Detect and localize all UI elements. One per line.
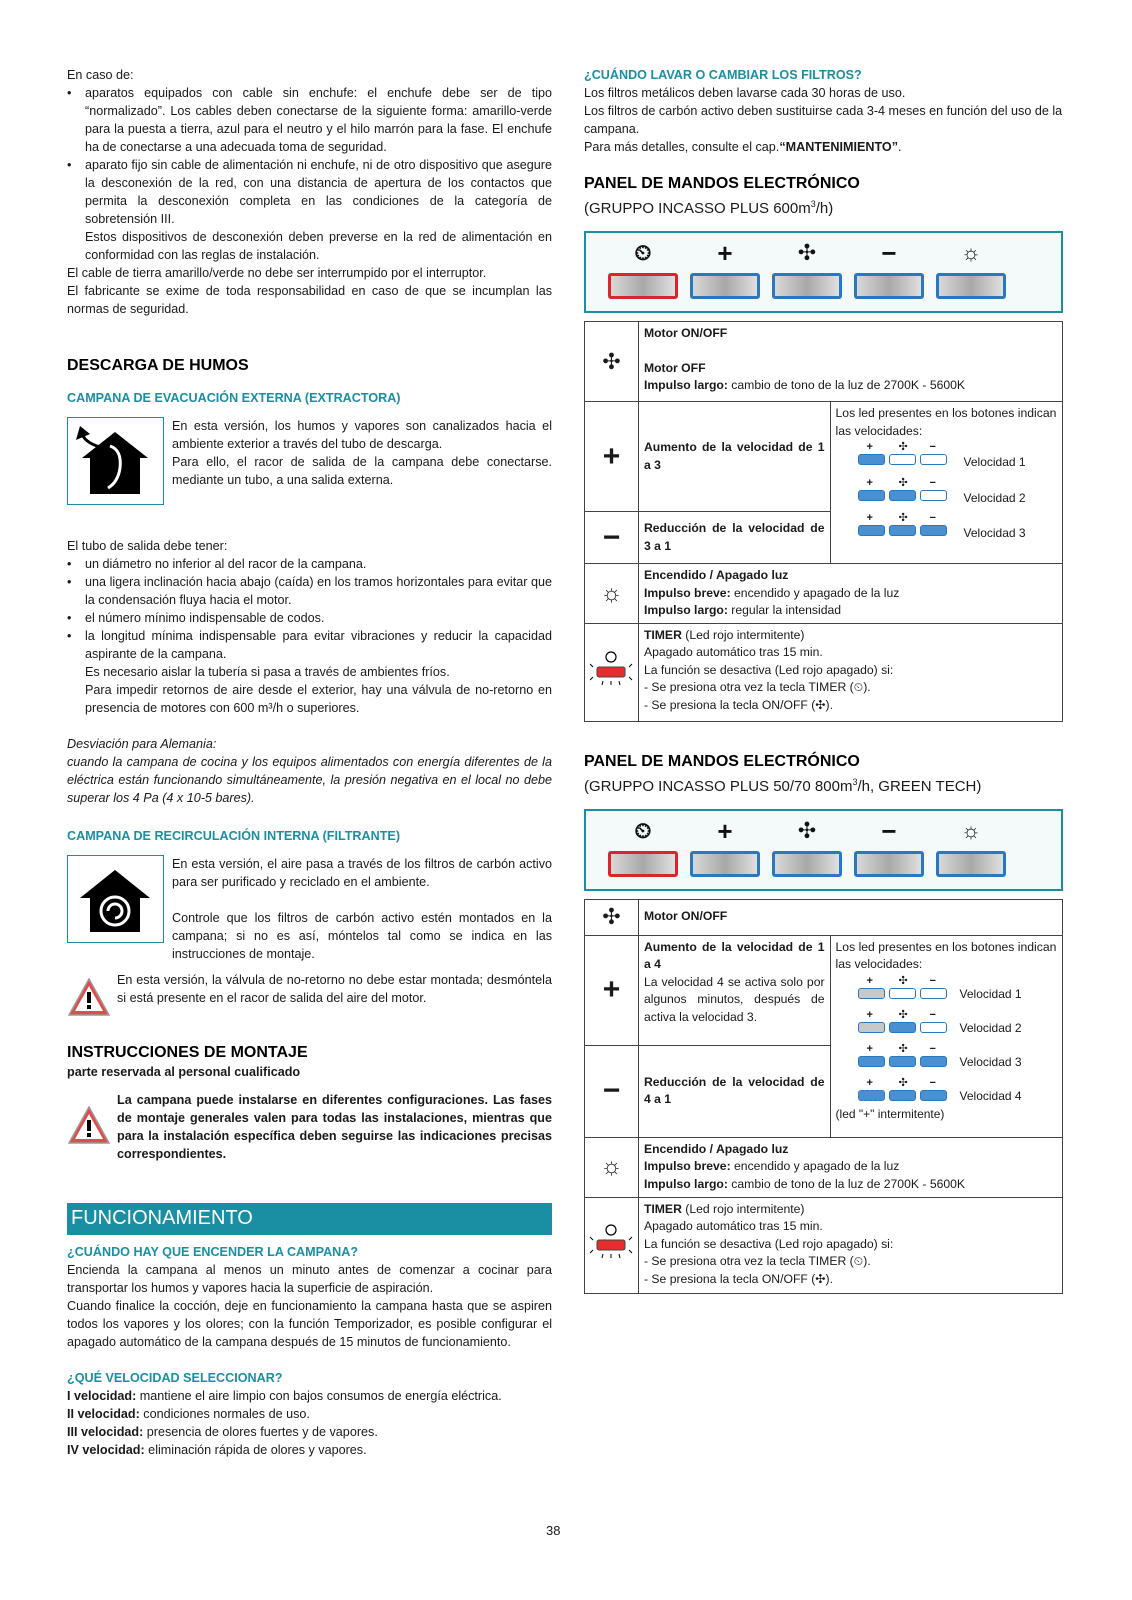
aumento-cell bbox=[638, 935, 830, 1045]
light-icon: ☼ bbox=[960, 240, 982, 265]
control-panel-2 bbox=[584, 809, 1063, 891]
tubo-note: Es necesario aislar la tubería si pasa a través de ambientes fríos. bbox=[85, 665, 450, 679]
control-table-2 bbox=[584, 899, 1063, 1294]
vel-label: Velocidad 3 bbox=[963, 526, 1026, 540]
timer-line: - Se presiona otra vez la tecla TIMER (⏲). bbox=[643, 680, 871, 694]
paragraph: Encienda la campana al menos un minuto antes de comenzar a cocinar para transportar los humos y vapores hacia la superficie de aspiración. bbox=[67, 1263, 552, 1295]
ext-text: En esta versión, los humos y vapores son canalizados hacia el ambiente exterior a través del tubo de descarga. bbox=[172, 419, 552, 451]
aumento: Aumento de la velocidad de 1 a 3 bbox=[638, 402, 830, 512]
fan-icon: ✣ bbox=[585, 322, 639, 402]
panel-subtitle: (GRUPPO INCASSO PLUS $600m^3/h$) bbox=[584, 199, 834, 217]
timer-line: La función se desactiva (Led rojo apagado) si: bbox=[643, 1236, 894, 1251]
montaje-sub: parte reservada al personal cualificado bbox=[67, 1065, 301, 1079]
tubo-intro: El tubo de salida debe tener: bbox=[67, 539, 228, 553]
house-extraction-icon bbox=[67, 417, 164, 505]
vel-label: Velocidad 4 bbox=[959, 1088, 1022, 1103]
tubo-list bbox=[67, 555, 552, 663]
panel-title: PANEL DE MANDOS ELECTRÓNICO bbox=[584, 175, 860, 192]
ext-text: Para ello, el racor de salida de la campana debe conectarse. mediante un tubo, a una salida externa. bbox=[172, 455, 552, 487]
page-number: 38 bbox=[546, 1523, 561, 1538]
bullet-list bbox=[67, 84, 552, 228]
alemania-title: Desviación para Alemania: bbox=[67, 737, 217, 751]
reduccion: Reducción de la velocidad de 3 a 1 bbox=[638, 512, 830, 564]
luz-breve: Impulso breve: encendido y apagado de la luz bbox=[643, 585, 900, 600]
minus-icon: − bbox=[585, 1045, 639, 1137]
motor-title: Motor ON/OFF bbox=[638, 899, 1062, 935]
timer-button[interactable] bbox=[608, 851, 678, 877]
paragraph: Los filtros de carbón activo deben sustituirse cada 3-4 meses en función del uso de la campana. bbox=[584, 104, 1063, 136]
house-recirculation-icon bbox=[67, 855, 164, 943]
section-heading: DESCARGA DE HUMOS bbox=[67, 357, 249, 374]
subheading: ¿CUÁNDO HAY QUE ENCENDER LA CAMPANA? bbox=[67, 1245, 359, 1259]
luz-breve: Impulso breve: encendido y apagado de la luz bbox=[643, 1159, 900, 1173]
luz-title: Encendido / Apagado luz bbox=[643, 1141, 789, 1156]
section-heading: INSTRUCCIONES DE MONTAJE bbox=[67, 1044, 308, 1061]
paragraph: Los filtros metálicos deben lavarse cada 30 horas de uso. bbox=[584, 86, 906, 100]
light-icon: ☼ bbox=[960, 817, 982, 843]
int-text: Controle que los filtros de carbón activo estén montados en la campana; si no es así, móntelos tal como se indica en las instrucciones de montaje. bbox=[172, 911, 552, 961]
timer-line: - Se presiona la tecla ON/OFF (✣). bbox=[643, 1271, 833, 1286]
subheading: CAMPANA DE RECIRCULACIÓN INTERNA (FILTRANTE) bbox=[67, 829, 401, 843]
timer-line: Apagado automático tras 15 min. bbox=[643, 1219, 823, 1233]
list-item: • la longitud mínima indispensable para evitar vibraciones y reducir la capacidad aspirante de la campana. bbox=[67, 627, 552, 663]
minus-icon: − bbox=[881, 238, 897, 268]
paragraph: Para más detalles, consulte el cap.“MANTENIMIENTO”. bbox=[584, 140, 902, 154]
light-button[interactable] bbox=[936, 851, 1006, 877]
motor-title: Motor ON/OFF bbox=[643, 326, 728, 340]
list-item: • un diámetro no inferior al del racor de la campana. bbox=[67, 555, 552, 573]
motor-button[interactable] bbox=[772, 273, 842, 299]
paragraph: Cuando finalice la cocción, deje en funcionamiento la campana hasta que se aspiren todos los vapores y los olores; con la función Temporizador, es posible configurar el apagado automático de la campana después de 15 minutos de funcionamiento. bbox=[67, 1299, 552, 1349]
reduccion: Reducción de la velocidad de 4 a 1 bbox=[638, 1045, 830, 1137]
vel4-note: (led "+" intermitente) bbox=[835, 1106, 945, 1121]
fan-icon: ✣ bbox=[585, 899, 639, 935]
warn-text: La campana puede instalarse en diferentes configuraciones. Las fases de montaje generales valen para todas las instalaciones, mientras que para la instalación específica deben seguirse las indicaciones precisas correspondientes. bbox=[117, 1093, 552, 1161]
panel-subtitle: (GRUPPO INCASSO PLUS 50/70 $800m^3/h$, GREEN TECH) bbox=[584, 776, 982, 795]
timer-line: - Se presiona la tecla ON/OFF (✣). bbox=[643, 697, 833, 712]
vel-label: Velocidad 2 bbox=[963, 491, 1026, 505]
luz-largo: Impulso largo: cambio de tono de la luz de 2700K - 5600K bbox=[643, 1176, 966, 1191]
motor-long: Impulso largo: cambio de tono de la luz de 2700K - 5600K bbox=[643, 378, 966, 392]
plus-icon: + bbox=[585, 402, 639, 512]
speed-indicator: + ✣ − Velocidad 1 + ✣ − Velocidad 2 + ✣ − Velocidad 3 bbox=[836, 440, 1057, 540]
timer-line: - Se presiona otra vez la tecla TIMER (⏲). bbox=[643, 1254, 871, 1268]
aumento: Aumento de la velocidad de 1 a 4 bbox=[643, 939, 825, 971]
bullet-item: • aparatos equipados con cable sin enchufe: el enchufe debe ser de tipo “normalizado”. Los cables deben conectarse de la siguiente forma: amarillo-verde para la puesta a tierra, azul para el neutro y el hilo marrón para la fase. El enchufe ha de conectarse a una adecuada toma de seguridad. bbox=[67, 84, 552, 156]
left-column bbox=[67, 66, 552, 1459]
list-item: • el número mínimo indispensable de codos. bbox=[67, 609, 552, 627]
vel-line: I velocidad: mantiene el aire limpio con bajos consumos de energía eléctrica. bbox=[67, 1389, 502, 1403]
leds-intro: Los led presentes en los botones indican las velocidades: bbox=[835, 406, 1057, 438]
timer-led-icon bbox=[585, 623, 639, 721]
light-button[interactable] bbox=[936, 273, 1006, 299]
vel-label: Velocidad 3 bbox=[959, 1054, 1022, 1069]
panel-title: PANEL DE MANDOS ELECTRÓNICO bbox=[584, 752, 860, 770]
warning-icon bbox=[67, 1105, 111, 1145]
aumento-note: La velocidad 4 se activa solo por algunos minutos, después de activa la velocidad 3. bbox=[643, 974, 825, 1024]
intro: En caso de: bbox=[67, 68, 134, 82]
timer-button[interactable] bbox=[608, 273, 678, 299]
motor-button[interactable] bbox=[772, 851, 842, 877]
luz-largo: Impulso largo: regular la intensidad bbox=[643, 603, 842, 617]
subheading: ¿QUÉ VELOCIDAD SELECCIONAR? bbox=[67, 1371, 283, 1385]
vel-label: Velocidad 1 bbox=[963, 455, 1026, 469]
warning-icon bbox=[67, 977, 111, 1017]
vel-line: IV velocidad: eliminación rápida de olores y vapores. bbox=[67, 1443, 367, 1457]
right-column bbox=[584, 66, 1069, 1294]
timer-icon: ⏲ bbox=[634, 240, 652, 265]
timer-title: TIMER (Led rojo intermitente) bbox=[643, 627, 805, 642]
plus-button[interactable] bbox=[690, 273, 760, 299]
timer-icon: ⏲ bbox=[634, 817, 652, 843]
bullet-note: Estos dispositivos de desconexión deben preverse en la red de alimentación en conformidad con las reglas de instalación. bbox=[85, 230, 552, 262]
speed-indicator: + ✣ − Velocidad 1 + ✣ − Velocidad 2 + ✣ − Velocidad 3 + ✣ − Velocidad 4 (led "+" intermitente) bbox=[836, 974, 1057, 1122]
subheading: CAMPANA DE EVACUACIÓN EXTERNA (EXTRACTORA) bbox=[67, 391, 401, 405]
light-icon: ☼ bbox=[585, 1137, 639, 1197]
timer-line: Apagado automático tras 15 min. bbox=[643, 645, 823, 659]
plus-icon: + bbox=[717, 815, 733, 846]
paragraph: El fabricante se exime de toda responsabilidad en caso de que se incumplan las normas de seguridad. bbox=[67, 284, 552, 316]
minus-icon: − bbox=[585, 512, 639, 564]
paragraph: El cable de tierra amarillo/verde no debe ser interrumpido por el interruptor. bbox=[67, 266, 487, 280]
fan-icon: ✣ bbox=[797, 240, 817, 265]
leds-intro: Los led presentes en los botones indican las velocidades: bbox=[835, 939, 1057, 971]
vel-line: II velocidad: condiciones normales de uso. bbox=[67, 1407, 310, 1421]
fan-icon: ✣ bbox=[797, 817, 817, 843]
light-icon: ☼ bbox=[585, 564, 639, 624]
int-text: En esta versión, el aire pasa a través de los filtros de carbón activo para ser purificado y reciclado en el ambiente. bbox=[172, 857, 552, 889]
luz-title: Encendido / Apagado luz bbox=[643, 568, 789, 582]
motor-off: Motor OFF bbox=[643, 360, 706, 375]
tubo-note: Para impedir retornos de aire desde el exterior, hay una válvula de no-retorno en presencia de motores con 600 m³/h o superiores. bbox=[85, 683, 552, 715]
plus-icon: + bbox=[585, 935, 639, 1045]
alemania-text: cuando la campana de cocina y los equipos alimentados con energía diferentes de la eléctrica están funcionando simultáneamente, la presión negativa en el local no debe superar los 4 Pa (4 x 10-5 bares). bbox=[67, 755, 552, 805]
plus-icon: + bbox=[717, 238, 733, 268]
list-item: • una ligera inclinación hacia abajo (caída) en los tramos horizontales para evitar que la condensación fluya hacia el motor. bbox=[67, 573, 552, 609]
control-panel-1 bbox=[584, 231, 1063, 313]
minus-icon: − bbox=[881, 815, 897, 846]
warn-text: En esta versión, la válvula de no-retorno no debe estar montada; desmóntela si está presente en el racor de salida del aire del motor. bbox=[117, 973, 552, 1005]
bullet-item: • aparato fijo sin cable de alimentación ni enchufe, ni de otro dispositivo que asegure la desconexión de la red, con una distancia de apertura de los contactos que permita la desconexión completa en las condiciones de la categoría de sobretensión III. bbox=[67, 156, 552, 228]
timer-led-icon bbox=[585, 1197, 639, 1293]
timer-line: La función se desactiva (Led rojo apagado) si: bbox=[643, 662, 894, 677]
subheading: ¿CUÁNDO LAVAR O CAMBIAR LOS FILTROS? bbox=[584, 68, 862, 82]
vel-label: Velocidad 2 bbox=[959, 1020, 1022, 1035]
minus-button[interactable] bbox=[854, 851, 924, 877]
control-table-1 bbox=[584, 321, 1063, 722]
plus-button[interactable] bbox=[690, 851, 760, 877]
vel-label: Velocidad 1 bbox=[959, 986, 1022, 1001]
funcionamiento-banner: FUNCIONAMIENTO bbox=[67, 1203, 552, 1235]
minus-button[interactable] bbox=[854, 273, 924, 299]
vel-line: III velocidad: presencia de olores fuertes y de vapores. bbox=[67, 1425, 378, 1439]
timer-title: TIMER (Led rojo intermitente) bbox=[643, 1201, 805, 1216]
